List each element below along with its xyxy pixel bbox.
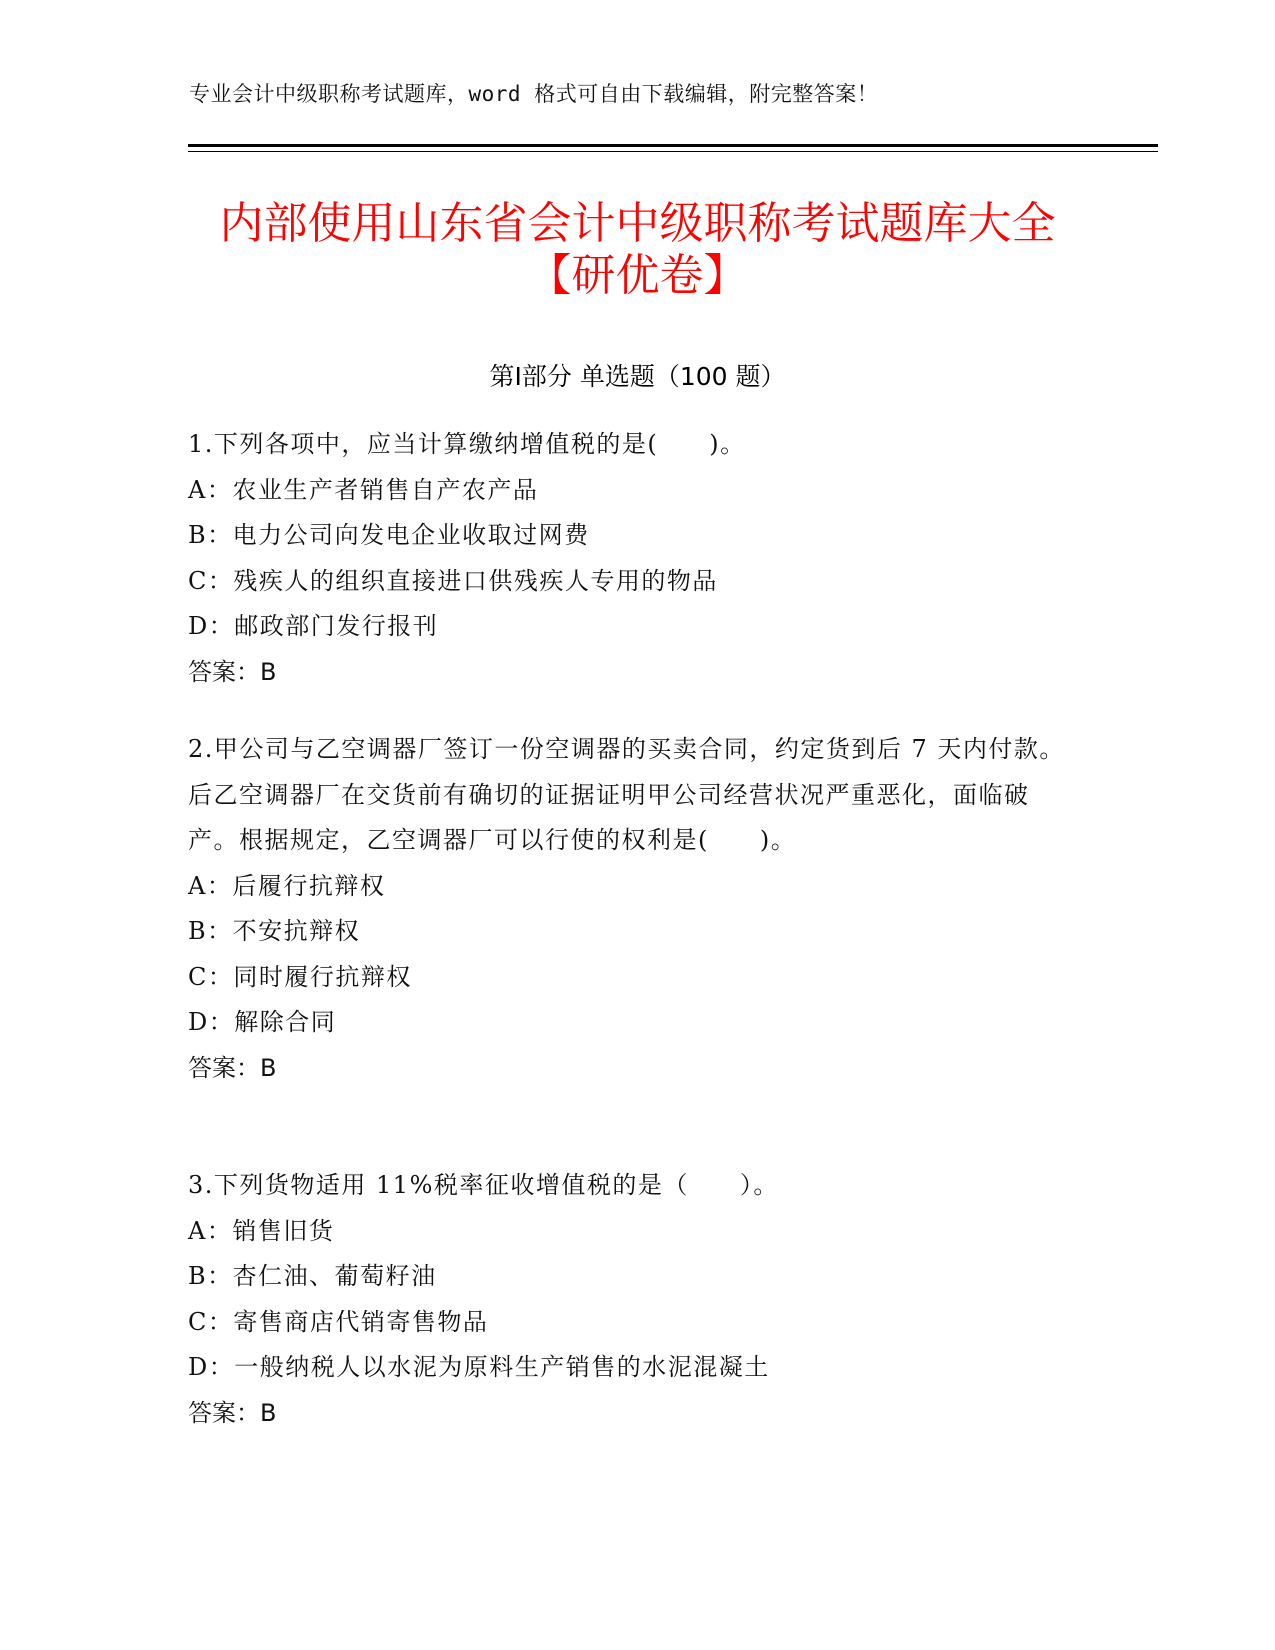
option-d: D：解除合同	[188, 1008, 337, 1036]
option-c: C：残疾人的组织直接进口供残疾人专用的物品	[188, 566, 718, 595]
option-c: C：同时履行抗辩权	[188, 962, 412, 991]
document-title-line-2: 【研优卷】	[527, 250, 748, 301]
option-a: A：后履行抗辩权	[188, 871, 386, 900]
answer: 答案：B	[188, 657, 277, 686]
question-stem: 1.下列各项中，应当计算缴纳增值税的是( )。	[188, 430, 746, 458]
question-2	[188, 727, 1068, 1091]
option-b: B：不安抗辩权	[188, 917, 361, 945]
option-a: A：农业生产者销售自产农产品	[188, 475, 539, 504]
question-stem: 2.甲公司与乙空调器厂签订一份空调器的买卖合同，约定货到后 7 天内付款。后乙空调器厂在交货前有确切的证据证明甲公司经营状况严重恶化，面临破产。根据规定，乙空调器厂可以行使的权利是( )。	[188, 735, 1065, 854]
option-b: B：杏仁油、葡萄籽油	[188, 1262, 437, 1290]
question-stem: 3.下列货物适用 11%税率征收增值税的是（ ）。	[188, 1171, 779, 1199]
option-d: D：一般纳税人以水泥为原料生产销售的水泥混凝土	[188, 1353, 770, 1381]
document-title-line-1: 内部使用山东省会计中级职称考试题库大全	[219, 198, 1056, 249]
header-note: 专业会计中级职称考试题库，word 格式可自由下载编辑，附完整答案！	[189, 82, 879, 106]
header-rule-thin	[188, 151, 1158, 152]
option-a: A：销售旧货	[188, 1216, 335, 1245]
question-1	[188, 422, 1068, 695]
option-c: C：寄售商店代销寄售物品	[188, 1307, 489, 1336]
answer: 答案：B	[188, 1398, 277, 1427]
answer: 答案：B	[188, 1053, 277, 1082]
header-rule-thick	[188, 144, 1158, 147]
document-title	[140, 198, 1135, 302]
option-b: B：电力公司向发电企业收取过网费	[188, 521, 590, 549]
option-d: D：邮政部门发行报刊	[188, 612, 439, 640]
question-3	[188, 1163, 1068, 1436]
section-title: 第Ⅰ部分 单选题（100 题）	[489, 362, 786, 391]
